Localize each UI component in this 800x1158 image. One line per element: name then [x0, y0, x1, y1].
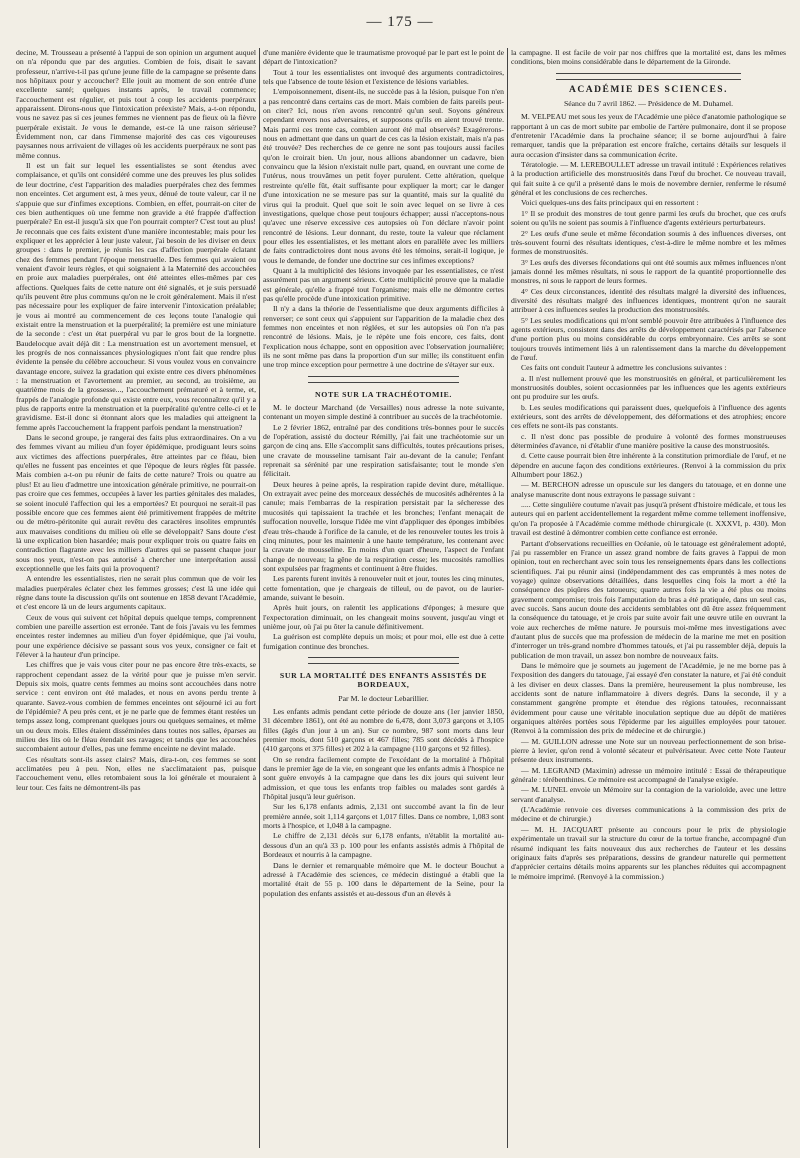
paragraph: 3° Les œufs des diverses fécondations qui ont été soumis aux mêmes influences n'ont jamais donné les mêmes résultats, ni sous le rapport de la quantité proportionnelle des monstres, ni sous le rapport de leurs formes. — [511, 257, 786, 286]
paragraph: Tératologie. — M. LEREBOULLET adresse un travail intitulé : Expériences relatives à la production artificielle des monstruosités dans l'œuf du brochet. Ce nouveau travail, qui fait suite à ce qu'il a présenté dans le mois de novembre dernier, renferme le résumé général et les conclusions de ces recherches. — [511, 160, 786, 198]
paragraph: Les chiffres que je vais vous citer pour ne pas encore être très-exacts, se rapprochent cependant assez de la vérité pour que je puisse m'en servir. Depuis six mois, quatre cents femmes au moins sont accouchées dans notre service : cent environ ont été malades, et nous en avons perdu trente à quarante. Savez-vous combien de femmes enceintes ont séjourné ici au fort de l'épidémie? A peu près cent, et je ne parle que de femmes étant restées un temps assez long, comprenant quelques jours ou quelques semaines, et même un ou deux mois. Elles étaient disséminées dans toutes nos salles, éparses au milieu des lits où le fléau étendait ses ravages; et tandis que les accouchées succombaient autour d'elles, pas une femme enceinte ne devint malade. — [16, 660, 256, 754]
paragraph: Les parents furent invités à renouveler nuit et jour, toutes les cinq minutes, cette fomentation, que je chargeais de tilleul, ou de pavot, ou de laurier-amande, suivant le besoin. — [263, 574, 504, 602]
paragraph: — M. GUILLON adresse une Note sur un nouveau perfectionnement de son brise-pierre à levier, qu'on rend à volonté sécateur et pulvérisateur. Avec cette Note l'auteur présente deux instruments. — [511, 736, 786, 765]
paragraph: d. Cette cause pourrait bien être inhérente à la constitution primordiale de l'œuf, et ne dépendre en aucune façon des conditions extérieures. (Renvoi à la commission du prix Alhumbert pour 1862.) — [511, 451, 786, 480]
paragraph: Quant à la multiplicité des lésions invoquée par les essentialistes, ce n'est assurément pas un argument sérieux. Cette multiplicité prouve que la maladie est générale, qu'elle a frappé tout l'organisme; mais elle ne démontre certes pas qu'elle procède d'une intoxication primitive. — [263, 265, 504, 303]
column-rule-left — [259, 48, 260, 1148]
paragraph: — M. H. JACQUART présente au concours pour le prix de physiologie expérimentale un travail sur la structure du cœur de la tortue franche, accompagné d'un résumé indiquant les faits nouveaux dus aux recherches de l'auteur et les dessins originaux faits d'après ses préparations, dessins de grandeur naturelle qui permettent d'apprécier certains détails moins apparents sur les planches réduites qui accompagnent le mémoire imprimé. (Renvoyé à la commission.) — [511, 824, 786, 881]
paragraph: Deux heures à peine après, la respiration rapide devint dure, métallique. On extrayait avec peine des morceaux desséchés de mucosités adhérentes à la canule; mais l'embarras de la respiration persistait par la sécheresse des mucosités qui tapissaient la trachée et les bronches; l'enfant menaçait de suffocation nouvelle, lorsque l'idée me vint d'appliquer des éponges imbibées d'eau très-chaude à l'orifice de la canule, et de les renouveler toutes les trois à cinq minutes, pour les maintenir à une haute température, les contenant avec la cravate de mousseline. En moins d'un quart d'heure, l'aspect de l'enfant change de nouveau; la gêne de la respiration cesse; les mucosités ramollies sont expulsées par fragments et continuent à être fluides. — [263, 479, 504, 573]
paragraph: Les enfants admis pendant cette période de douze ans (1er janvier 1850, 31 décembre 1861), ont été au nombre de 6,478, dont 3,073 garçons et 3,105 filles (âgés d'un jour à un an). Sur ce nombre, 987 sont morts dans leur premier mois, dont 510 garçons et 467 filles; 785 sont décédés à l'hospice (410 garçons et 375 filles) et 202 à la campagne (110 garçons et 92 filles). — [263, 707, 504, 754]
paragraph: la campagne. Il est facile de voir par nos chiffres que la mortalité est, dans les mêmes conditions, bien moins considérable dans le département de la Gironde. — [511, 48, 786, 67]
paragraph: Le chiffre de 2,131 décès sur 6,178 enfants, n'établit la mortalité au-dessous d'un an qu'à 33 p. 100 pour les enfants assistés admis à l'hôpital de Bordeaux et nourris à la campagne. — [263, 831, 504, 860]
heading-academie: ACADÉMIE DES SCIENCES. — [569, 84, 728, 95]
paragraph: 1° Il se produit des monstres de tout genre parmi les œufs du brochet, que ces œufs soient ou qu'ils ne soient pas soumis à l'influence d'agents extérieurs perturbateurs. — [511, 208, 786, 228]
heading-tracheotomie: NOTE SUR LA TRACHÉOTOMIE. — [315, 389, 452, 399]
seance-line: Séance du 7 avril 1862. — Présidence de M. Duhamel. — [563, 99, 734, 109]
paragraph: Ceux de vous qui suivent cet hôpital depuis quelque temps, comprennent combien une pareille assertion est erronée. Tant de fois j'avais vu les femmes enceintes rester indemnes au milieu d'un foyer épidémique, que j'ai voulu, pour une expérience décisive se passant sous vos yeux, consigner ce fait et l'élever à la hauteur d'un principe. — [16, 612, 256, 659]
paragraph: Dans le dernier et remarquable mémoire que M. le docteur Bouchut a adressé à l'Académie des sciences, ce médecin distingué a établi que la mortalité était de 55 p. 100 dans le département de la Seine, pour la population des enfants assistés et au-dessous d'un an élevés à — [263, 860, 504, 898]
paragraph: Dans le second groupe, je rangerai des faits plus extraordinaires. On a vu des femmes vivant au milieu d'un foyer épidémique, prodiguant leurs soins aux victimes des affections puerpérales, être atteintes par ce fléau, bien qu'elles ne fussent pas enceintes et que l'époque de leurs règles fût passée. Mais combien a-t-on pu réunir de faits de cette nature? Trois ou quatre au plus! Et au lieu d'admettre une intoxication générale primitive, ne pourrait-on pas croire que ces femmes, occupées à laver les parties génitales des malades, se soient inoculé l'affection qui les a emportées? Et pourquoi ne serait-il pas possible encore que ces femmes aient été primitivement frappées de métrite ou de métro-péritonite qui aurait revêtu des caractères insolites empruntés aux mauvaises conditions du milieu où elle se développait? Sans doute c'est là une explication bien hasardée; mais pour expliquer trois ou quatre faits en contradiction flagrante avec les milliers d'autres qui se passent chaque jour sous nos yeux, n'est-on pas autorisé à chercher une interprétation aussi exceptionnelle que les faits qui la provoquent? — [16, 433, 256, 573]
paragraph: 5° Les seules modifications qui m'ont semblé pouvoir être attribuées à l'influence des agents extérieurs, consistent dans des arrêts de développement caractérisés par l'absence d'une portion plus ou moins considérable du corps embryonnaire. Ces arrêts se sont toujours trouvés intimement liés à un ralentissement dans la marche du développement de l'œuf. — [511, 315, 786, 362]
paragraph: Ces faits ont conduit l'auteur à admettre les conclusions suivantes : — [521, 363, 727, 373]
paragraph: Il est un fait sur lequel les essentialistes se sont étendus avec complaisance, et qu'ils ont considéré comme une des preuves les plus solides de leur doctrine, c'est l'apparition des maladies puerpérales chez des femmes non enceintes. Cet argument est, à mes yeux, dénué de toute valeur, car il ne s'appuie que sur d'infimes exceptions. Combien, en effet, pourrait-on citer de ces bien authentiques où une femme non gravide a été frappée d'affection puerpérale? En est-il jusqu'à six que l'on pourrait compter? C'est tout au plus! Je reconnais que ces faits existent d'une manière incontestable; mais pour les expliquer et les apprécier à leur juste valeur, j'ai besoin de les diviser en deux groupes : dans le premier, je réunis les cas d'affection puerpérale éclatant chez des femmes pendant l'époque menstruelle. Des femmes qui avaient ou venaient d'avoir leurs règles, et qui soignaient à la Maternité des accouchées en proie aux maladies puerpérales, ont été atteintes elles-mêmes par ces affections. Quelques faits de cette nature ont été signalés, et je suis persuadé qu'ils peuvent être plus communs qu'on ne le croit généralement. Mais il n'est pas nécessaire pour les expliquer de faire intervenir l'intoxication préalable; je vous ai montré au commencement de ces leçons toute l'analogie qui existait entre la menstruation et la puerpéralité; la première est une miniature de la seconde : c'est un état puerpéral vu par le gros bout de la lorgnette. Baudelocque avait déjà dit : La menstruation est un avortement mensuel, et les progrès de nos connaissances physiologiques n'ont fait que rendre plus évidente la pensée du célèbre accoucheur. Si vous voulez vous en convaincre davantage encore, suivez la gradation qui existe entre ces divers phénomènes : la menstruation et l'avortement au premier, au second, au troisième, au quatrième mois de la grossesse..., l'accouchement prématuré et à terme, et, frappés de l'analogie profonde qui existe entre eux, vous reconnaîtrez qu'il y a plus de rapports entre la menstruation et la puerpéralité qu'entre celle-ci et le gravidisme. Est-il donc si étonnant alors que les maladies qui atteignent la femme après l'accouchement la frappent parfois pendant la menstruation? — [16, 161, 256, 432]
page-number: — 175 — — [366, 14, 434, 30]
paragraph: ..... Cette singulière coutume n'avait pas jusqu'à présent d'histoire médicale, et tous les auteurs qui en parlent accidentellement la regardent même comme tellement inoffensive, qu'on l'a proposée à l'Académie comme méthode chirurgicale (t. XXXVI, p. 430). Mon travail est destiné à démontrer combien cette confiance est erronée. — [511, 500, 786, 538]
paragraph: b. Les seules modifications qui paraissent dues, quelquefois à l'influence des agents extérieurs, sont des arrêts de développement, des déformations et des atrophies; encore ces effets ne sont-ils pas constants. — [511, 402, 786, 431]
paragraph: On se rendra facilement compte de l'excédant de la mortalité à l'hôpital dans le premier âge de la vie, en songeant que les enfants admis à l'hospice ne sont guère envoyés à la campagne que dans les dix jours qui suivent leur admission, et que tous les enfants trop faibles ou malades sont gardés à l'hôpital jusqu'à leur guérison. — [263, 754, 504, 802]
paragraph: decine, M. Trousseau a présenté à l'appui de son opinion un argument auquel on n'a répondu que par des arguties. Combien de fois, disait le savant professeur, n'arrive-t-il pas qu'une jeune fille de la campagne se présente dans nos hôpitaux pour y accoucher? Elle jouit au moment de son entrée d'une excellente santé; quelques instants après, le travail commence; l'accouchement est régulier, et puis tout à coup les accidents puerpéraux apparaissent. Dirons-nous que l'intoxication préexiste? Mais, a-t-on répondu, vous ne savez pas si ces jeunes femmes ne viennent pas de fieux où la fièvre puerpérale existait. Je vous le demande, est-ce là une raison sérieuse? Évidemment non, car dans l'immense majorité des cas ces vigoureuses paysannes nous arrivaient de villages où les accidents puerpéraux ne sont pas même connus. — [16, 48, 256, 160]
paragraph: Sur les 6,178 enfants admis, 2,131 ont succombé avant la fin de leur première année, soit 1,114 garçons et 1,017 filles. Dans ce nombre, 1,083 sont morts à l'hospice, et 1,048 à la campagne. — [263, 802, 504, 831]
column-2 — [263, 48, 504, 1148]
paragraph: c. Il n'est donc pas possible de produire à volonté des formes monstrueuses déterminées d'avance, ni d'établir d'une manière positive la cause des monstruosités. — [511, 431, 786, 451]
column-3 — [511, 48, 786, 1148]
paragraph: 4° Ces deux circonstances, identité des résultats malgré la diversité des influences, diversité des résultats malgré des influences identiques, montrent qu'on ne saurait attribuer à ces influences seules la production des monstruosités. — [511, 286, 786, 315]
column-1 — [16, 48, 256, 1148]
paragraph: (L'Académie renvoie ces diverses communications à la commission des prix de médecine et de chirurgie.) — [511, 805, 786, 824]
paragraph: Partant d'observations recueillies en Océanie, où le tatouage est généralement adopté, j'ai pu rassembler en France un assez grand nombre de faits graves à l'appui de mon opinion, tout en recherchant avec soin tous les renseignements épars dans les collections scientifiques. J'ai pu réunir ainsi (indépendamment des cas empruntés à mes notes de voyage) quinze observations détaillées, dans lesquelles cinq fois la mort a été la conséquence des piqûres des tatoueurs; quatre autres fois la vie a été plus ou moins gravement compromise; trois fois l'amputation du bras a été pratiquée, dans un seul cas, avec succès. Sans aucun doute des accidents semblables ont dû être assez fréquemment la conséquence du tatouage, et je crois par suite avoir fait une œuvre utile en ouvrant la voie aux recherches de même nature. Je poursuis moi-même mes investigations avec d'autant plus de succès que ma profession de médecin de la marine me met en position d'interroger un très-grand nombre d'hommes tatoués, et j'ai pu rassembler déjà, depuis la publication de mon travail, un assez bon nombre de nouveaux faits. — [511, 538, 786, 660]
section-separator — [308, 657, 459, 664]
paragraph: M. VELPEAU met sous les yeux de l'Académie une pièce d'anatomie pathologique se rapportant à un cas de mort subite par embolie de l'artère pulmonaire, dont il se propose d'entretenir l'Académie dans la prochaine séance; il se borne aujourd'hui à faire remarquer, tandis que la préparation est encore fraîche, certains détails sur lesquels il aura occasion d'insister dans sa communication écrite. — [511, 112, 786, 159]
byline: Par M. le docteur Lebarillier. — [338, 693, 429, 703]
section-separator — [308, 376, 459, 383]
paragraph: Le 2 février 1862, entraîné par des conditions très-bonnes pour le succès de l'opération, assisté du docteur Rémilly, j'ai fait une trachéotomie sur un garçon de cinq ans. Elle s'accomplit sans difficultés, toutes précautions prises, une cravate de mousseline tamisant l'air au-devant de la canule; l'enfant reprenait sa sérénité par une respiration satisfaisante; tout le monde s'en félicitait. — [263, 422, 504, 479]
paragraph: Tout à tour les essentialistes ont invoqué des arguments contradictoires, tels que l'absence de toute lésion et l'existence de lésions variables. — [263, 67, 504, 87]
paragraph: d'une manière évidente que le traumatisme provoqué par le part est le point de départ de l'intoxication? — [263, 48, 504, 67]
paragraph: — M. LEGRAND (Maximin) adresse un mémoire intitulé : Essai de thérapeutique générale : térébenthines. Ce mémoire est accompagné de l'analyse exigée. — [511, 765, 786, 785]
heading-mortalite: SUR LA MORTALITÉ DES ENFANTS ASSISTÉS DE BORDEAUX, — [279, 670, 488, 690]
paragraph: Dans le mémoire que je soumets au jugement de l'Académie, je ne me borne pas à l'exposition des dangers du tatouage, j'ai essayé d'en constater la nature, et j'ai été conduit à les diviser en deux classes. Dans la première, heureusement la plus nombreuse, les accidents sont de nature inflammatoire à divers degrés. Dans la seconde, il y a constamment gangrène prompte et étendue des régions tatouées, reconnaissant évidemment pour cause une véritable inoculation septique due au dépôt de matières organiques altérées portées sous l'épiderme par les aiguilles employées pour tatouer. (Renvoi à la commission des prix de médecine et de chirurgie.) — [511, 660, 786, 736]
paragraph: Ces résultats sont-ils assez clairs? Mais, dira-t-on, ces femmes se sont acclimatées peu à peu. Non, elles ne s'acclimataient pas, puisque l'accouchement venu, elles retombaient sous la loi générale et mouraient à leur tour. Ces faits ne démontrent-ils pas — [16, 754, 256, 792]
paragraph: A entendre les essentialistes, rien ne serait plus commun que de voir les maladies puerpérales éclater chez les femmes grosses; c'est là une idée qui règne dans toute la discussion qu'ils ont soutenue en 1858 devant l'Académie, et c'est encore là un de leurs arguments capitaux. — [16, 574, 256, 612]
section-separator — [556, 73, 741, 80]
paragraph: 2° Les œufs d'une seule et même fécondation soumis à des influences diverses, ont très-souvent fourni des résultats identiques, c'est-à-dire le même nombre et les mêmes formes de monstruosités. — [511, 228, 786, 257]
paragraph: a. Il n'est nullement prouvé que les monstruosités en général, et particulièrement les monstruosités doubles, soient occasionnées par les influences que les agents extérieurs ont pu produire sur les œufs. — [511, 373, 786, 402]
paragraph: L'empoisonnement, disent-ils, ne succède pas à la lésion, puisque l'on n'en a pas rencontré dans certains cas de mort. Mais combien de faits pareils peut-on citer? Ici, nous n'en avons rencontré qu'un seul. Soyons généreux cependant envers nos adversaires, et supposons qu'ils en aient trouvé trente. Mais parmi ces trente cas, combien auront été mal observés? Exagérerons-nous en admettant que dans un quart de ces cas la lésion existait, mais n'a pas été trouvée? Des recherches de ce genre ne sont pas toujours aussi faciles qu'on le croirait bien. Un jour, nous allions abandonner un cadavre, bien convaincu que la lésion n'existait nulle part, quand, en ouvrant une corne de l'utérus, nous trouvâmes un petit foyer purulent. Cette altération, quelque restreinte qu'elle fût, était suffisante pour expliquer la mort; car le danger d'une intoxication ne se mesure pas sur la quantité, mais sur la qualité du virus qui la produit. Quel que soit le soin avec lequel on se livre à ces investigations, quelque chose peut toujours échapper; aussi n'acceptons-nous qu'avec une réserve excessive ces autopsies où l'on déclare n'avoir point rencontré de lésions. Leur donnant, du reste, toute la valeur que réclament pour elles les essentialistes, et les mettant alors en parallèle avec les milliers de faits contradictoires dont nous avons été les témoins, serait-il logique, je vous le demande, de fonder une doctrine sur ces infimes exceptions? — [263, 87, 504, 265]
paragraph: — M. BERCHON adresse un opuscule sur les dangers du tatouage, et en donne une analyse manuscrite dont nous extrayons le passage suivant : — [511, 480, 786, 499]
column-rule-right — [507, 48, 508, 1148]
paragraph: M. le docteur Marchand (de Versailles) nous adresse la note suivante, contenant un moyen simple destiné à contribuer au succès de la trachéotomie. — [263, 403, 504, 422]
paragraph: La guérison est complète depuis un mois; et pour moi, elle est due à cette fumigation continue des bronches. — [263, 632, 504, 651]
paragraph: Voici quelques-uns des faits principaux qui en ressortent : — [521, 198, 699, 208]
paragraph: Il n'y a dans la théorie de l'essentialisme que deux arguments difficiles à renverser; ce sont ceux qui s'appuient sur l'apparition de la maladie chez des femmes non enceintes et non réglées, et sur les autopsies où l'on n'a pas rencontré de lésions. Mais, je le répète une fois encore, ces faits, dont l'explication nous échappe, sont en opposition avec l'observation journalière; ils ne sont même pas dans la proportion d'un sur mille; ils constituent enfin une trop mince exception pour permettre à une doctrine de s'étayer sur eux. — [263, 304, 504, 370]
paragraph: — M. LUNEL envoie un Mémoire sur la contagion de la varioloïde, avec une lettre servant d'analyse. — [511, 785, 786, 804]
paragraph: Après huit jours, on ralentit les applications d'éponges; à mesure que l'expectoration diminuait, on les changeait moins souvent, jusqu'au vingt et unième jour, où j'ai pu ôter la canule définitivement. — [263, 603, 504, 631]
